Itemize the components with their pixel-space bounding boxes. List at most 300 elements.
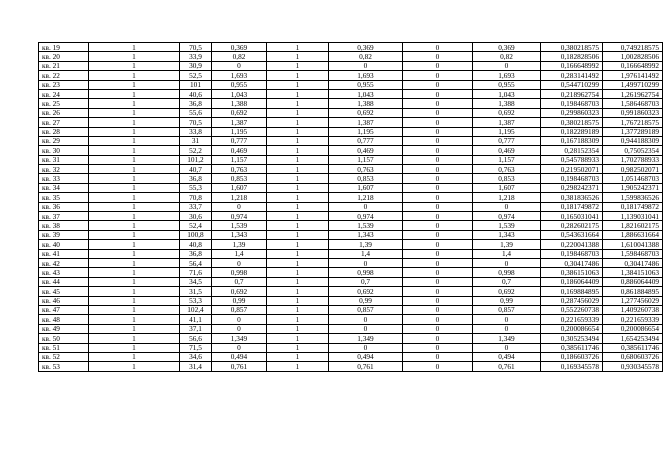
value-cell-3: 1,043 [473, 89, 541, 98]
table-row [39, 108, 663, 117]
count-cell: 1 [89, 118, 180, 127]
value-cell-3: 0 [473, 343, 541, 352]
area-cell: 41,1 [180, 315, 212, 324]
value-cell: 0,469 [212, 146, 267, 155]
factor-cell: 1 [267, 136, 329, 145]
count-cell: 1 [89, 362, 180, 371]
value-cell-3: 0,955 [473, 80, 541, 89]
value-cell-2: 0 [329, 324, 403, 333]
count-cell: 1 [89, 43, 180, 52]
value-cell-2: 0,857 [329, 305, 403, 314]
count-cell: 1 [89, 193, 180, 202]
value-cell: 0,99 [212, 296, 267, 305]
coefficient-cell: 0,30417486 [541, 258, 603, 267]
factor-cell: 1 [267, 249, 329, 258]
coefficient-cell: 0,198468703 [541, 249, 603, 258]
apartment-cell: кв. 32 [39, 165, 89, 174]
apartment-cell: кв. 25 [39, 99, 89, 108]
coefficient-cell: 0,169884895 [541, 287, 603, 296]
total-cell: 0,930345578 [603, 362, 663, 371]
value-cell-2: 0,761 [329, 362, 403, 371]
area-cell: 70,8 [180, 193, 212, 202]
coefficient-cell: 0,386151063 [541, 268, 603, 277]
value-cell-2: 1,4 [329, 249, 403, 258]
value-cell-3: 0,469 [473, 146, 541, 155]
value-cell: 1,043 [212, 89, 267, 98]
table-row [39, 221, 663, 230]
value-cell-3: 0,99 [473, 296, 541, 305]
total-cell: 0,221659339 [603, 315, 663, 324]
value-cell-2: 1,349 [329, 334, 403, 343]
zero-cell: 0 [403, 362, 473, 371]
table-body [39, 43, 663, 372]
factor-cell: 1 [267, 108, 329, 117]
apartment-cell: кв. 39 [39, 230, 89, 239]
value-cell-3: 1,388 [473, 99, 541, 108]
coefficient-cell: 0,282602175 [541, 221, 603, 230]
apartment-cell: кв. 34 [39, 183, 89, 192]
value-cell-3: 1,195 [473, 127, 541, 136]
value-cell: 0,761 [212, 362, 267, 371]
coefficient-cell: 0,299860323 [541, 108, 603, 117]
factor-cell: 1 [267, 89, 329, 98]
table-row [39, 146, 663, 155]
total-cell: 1,886631664 [603, 230, 663, 239]
apartment-cell: кв. 28 [39, 127, 89, 136]
zero-cell: 0 [403, 80, 473, 89]
total-cell: 0,181749872 [603, 202, 663, 211]
table-row [39, 362, 663, 371]
coefficient-cell: 0,380218575 [541, 43, 603, 52]
document-page [38, 42, 659, 372]
apartment-cell: кв. 45 [39, 287, 89, 296]
area-cell: 70,5 [180, 118, 212, 127]
table-row [39, 305, 663, 314]
factor-cell: 1 [267, 240, 329, 249]
table-row [39, 183, 663, 192]
value-cell: 1,387 [212, 118, 267, 127]
count-cell: 1 [89, 352, 180, 361]
table-row [39, 212, 663, 221]
value-cell-3: 0,82 [473, 52, 541, 61]
area-cell: 102,4 [180, 305, 212, 314]
value-cell: 0,955 [212, 80, 267, 89]
value-cell-2: 1,387 [329, 118, 403, 127]
table-row [39, 43, 663, 52]
zero-cell: 0 [403, 61, 473, 70]
zero-cell: 0 [403, 315, 473, 324]
table-row [39, 89, 663, 98]
coefficient-cell: 0,198468703 [541, 99, 603, 108]
area-cell: 52,2 [180, 146, 212, 155]
table-row [39, 136, 663, 145]
zero-cell: 0 [403, 108, 473, 117]
zero-cell: 0 [403, 99, 473, 108]
count-cell: 1 [89, 155, 180, 164]
zero-cell: 0 [403, 146, 473, 155]
table-row [39, 240, 663, 249]
value-cell: 0 [212, 343, 267, 352]
total-cell: 0,944188309 [603, 136, 663, 145]
apartment-cell: кв. 42 [39, 258, 89, 267]
value-cell: 0 [212, 258, 267, 267]
value-cell-2: 1,539 [329, 221, 403, 230]
value-cell-3: 0,692 [473, 287, 541, 296]
value-cell: 0 [212, 61, 267, 70]
zero-cell: 0 [403, 165, 473, 174]
area-cell: 31,5 [180, 287, 212, 296]
value-cell: 0,692 [212, 287, 267, 296]
zero-cell: 0 [403, 296, 473, 305]
coefficient-cell: 0,186064409 [541, 277, 603, 286]
zero-cell: 0 [403, 136, 473, 145]
area-cell: 36,8 [180, 99, 212, 108]
apartment-cell: кв. 24 [39, 89, 89, 98]
value-cell-3: 0,494 [473, 352, 541, 361]
coefficient-cell: 0,182828506 [541, 52, 603, 61]
value-cell-2: 0,469 [329, 146, 403, 155]
total-cell: 1,976141492 [603, 71, 663, 80]
zero-cell: 0 [403, 174, 473, 183]
value-cell-3: 1,4 [473, 249, 541, 258]
factor-cell: 1 [267, 277, 329, 286]
total-cell: 1,599836526 [603, 193, 663, 202]
factor-cell: 1 [267, 146, 329, 155]
value-cell-2: 0 [329, 61, 403, 70]
total-cell: 0,30417486 [603, 258, 663, 267]
value-cell: 1,157 [212, 155, 267, 164]
table-row [39, 249, 663, 258]
factor-cell: 1 [267, 193, 329, 202]
area-cell: 40,7 [180, 165, 212, 174]
factor-cell: 1 [267, 127, 329, 136]
count-cell: 1 [89, 183, 180, 192]
factor-cell: 1 [267, 230, 329, 239]
value-cell-2: 1,157 [329, 155, 403, 164]
coefficient-cell: 0,221659339 [541, 315, 603, 324]
area-cell: 36,8 [180, 249, 212, 258]
area-cell: 101 [180, 80, 212, 89]
value-cell: 0,853 [212, 174, 267, 183]
apartment-cell: кв. 23 [39, 80, 89, 89]
factor-cell: 1 [267, 43, 329, 52]
value-cell-3: 1,157 [473, 155, 541, 164]
total-cell: 1,905242371 [603, 183, 663, 192]
value-cell: 1,349 [212, 334, 267, 343]
table-row [39, 324, 663, 333]
area-cell: 36,8 [180, 174, 212, 183]
value-cell-2: 0,7 [329, 277, 403, 286]
area-cell: 53,3 [180, 296, 212, 305]
count-cell: 1 [89, 315, 180, 324]
zero-cell: 0 [403, 52, 473, 61]
value-cell-2: 0,692 [329, 287, 403, 296]
value-cell-3: 0,7 [473, 277, 541, 286]
total-cell: 0,991860323 [603, 108, 663, 117]
zero-cell: 0 [403, 324, 473, 333]
value-cell: 1,693 [212, 71, 267, 80]
table-row [39, 61, 663, 70]
apartment-cell: кв. 37 [39, 212, 89, 221]
count-cell: 1 [89, 202, 180, 211]
value-cell-2: 0,998 [329, 268, 403, 277]
area-cell: 55,3 [180, 183, 212, 192]
zero-cell: 0 [403, 334, 473, 343]
apartment-cell: кв. 52 [39, 352, 89, 361]
table-row [39, 230, 663, 239]
coefficient-cell: 0,545788933 [541, 155, 603, 164]
total-cell: 0,982502071 [603, 165, 663, 174]
count-cell: 1 [89, 268, 180, 277]
apartment-cell: кв. 46 [39, 296, 89, 305]
apartment-cell: кв. 40 [39, 240, 89, 249]
zero-cell: 0 [403, 183, 473, 192]
coefficient-cell: 0,219502071 [541, 165, 603, 174]
count-cell: 1 [89, 221, 180, 230]
value-cell: 1,343 [212, 230, 267, 239]
area-cell: 52,5 [180, 71, 212, 80]
value-cell: 0,82 [212, 52, 267, 61]
value-cell-2: 0,692 [329, 108, 403, 117]
apartment-cell: кв. 33 [39, 174, 89, 183]
total-cell: 0,749218575 [603, 43, 663, 52]
total-cell: 0,200086654 [603, 324, 663, 333]
factor-cell: 1 [267, 155, 329, 164]
factor-cell: 1 [267, 352, 329, 361]
count-cell: 1 [89, 136, 180, 145]
factor-cell: 1 [267, 202, 329, 211]
zero-cell: 0 [403, 118, 473, 127]
apartment-cell: кв. 44 [39, 277, 89, 286]
value-cell-3: 0 [473, 202, 541, 211]
coefficient-cell: 0,218962754 [541, 89, 603, 98]
area-cell: 52,4 [180, 221, 212, 230]
coefficient-cell: 0,182289189 [541, 127, 603, 136]
area-cell: 40,6 [180, 89, 212, 98]
area-cell: 56,4 [180, 258, 212, 267]
table-row [39, 296, 663, 305]
area-cell: 40,8 [180, 240, 212, 249]
value-cell: 1,39 [212, 240, 267, 249]
value-cell-3: 1,218 [473, 193, 541, 202]
factor-cell: 1 [267, 212, 329, 221]
value-cell-3: 1,539 [473, 221, 541, 230]
coefficient-cell: 0,186603726 [541, 352, 603, 361]
value-cell: 0,998 [212, 268, 267, 277]
zero-cell: 0 [403, 212, 473, 221]
value-cell-3: 0,974 [473, 212, 541, 221]
value-cell-3: 1,343 [473, 230, 541, 239]
table-row [39, 118, 663, 127]
zero-cell: 0 [403, 343, 473, 352]
value-cell-2: 0,494 [329, 352, 403, 361]
value-cell-2: 1,343 [329, 230, 403, 239]
table-row [39, 155, 663, 164]
zero-cell: 0 [403, 287, 473, 296]
value-cell-2: 0 [329, 315, 403, 324]
value-cell: 1,195 [212, 127, 267, 136]
table-row [39, 202, 663, 211]
factor-cell: 1 [267, 118, 329, 127]
value-cell-2: 1,39 [329, 240, 403, 249]
coefficient-cell: 0,544710299 [541, 80, 603, 89]
value-cell-3: 0,857 [473, 305, 541, 314]
area-cell: 56,6 [180, 334, 212, 343]
zero-cell: 0 [403, 230, 473, 239]
zero-cell: 0 [403, 193, 473, 202]
table-row [39, 174, 663, 183]
count-cell: 1 [89, 277, 180, 286]
table-row [39, 193, 663, 202]
count-cell: 1 [89, 165, 180, 174]
factor-cell: 1 [267, 61, 329, 70]
factor-cell: 1 [267, 268, 329, 277]
count-cell: 1 [89, 334, 180, 343]
value-cell-2: 0,763 [329, 165, 403, 174]
total-cell: 1,654253494 [603, 334, 663, 343]
value-cell: 0,763 [212, 165, 267, 174]
value-cell-3: 0,853 [473, 174, 541, 183]
area-cell: 33,9 [180, 52, 212, 61]
zero-cell: 0 [403, 43, 473, 52]
value-cell: 0,857 [212, 305, 267, 314]
area-cell: 37,1 [180, 324, 212, 333]
total-cell: 1,277456029 [603, 296, 663, 305]
apartment-cell: кв. 22 [39, 71, 89, 80]
value-cell-2: 1,043 [329, 89, 403, 98]
table-row [39, 99, 663, 108]
total-cell: 0,385611746 [603, 343, 663, 352]
table-row [39, 258, 663, 267]
zero-cell: 0 [403, 89, 473, 98]
total-cell: 1,384151063 [603, 268, 663, 277]
table-row [39, 343, 663, 352]
table-row [39, 127, 663, 136]
value-cell-3: 1,349 [473, 334, 541, 343]
total-cell: 1,261962754 [603, 89, 663, 98]
table-row [39, 315, 663, 324]
count-cell: 1 [89, 305, 180, 314]
count-cell: 1 [89, 80, 180, 89]
value-cell-2: 0 [329, 343, 403, 352]
value-cell: 1,607 [212, 183, 267, 192]
coefficient-cell: 0,543631664 [541, 230, 603, 239]
total-cell: 1,702788933 [603, 155, 663, 164]
value-cell: 0 [212, 202, 267, 211]
count-cell: 1 [89, 127, 180, 136]
value-cell-2: 1,693 [329, 71, 403, 80]
apartment-cell: кв. 43 [39, 268, 89, 277]
total-cell: 1,051468703 [603, 174, 663, 183]
value-cell-3: 0 [473, 61, 541, 70]
table-row [39, 268, 663, 277]
table-row [39, 277, 663, 286]
value-cell: 0,777 [212, 136, 267, 145]
value-cell-2: 0,974 [329, 212, 403, 221]
factor-cell: 1 [267, 174, 329, 183]
value-cell-2: 0,853 [329, 174, 403, 183]
value-cell-3: 0,777 [473, 136, 541, 145]
count-cell: 1 [89, 174, 180, 183]
count-cell: 1 [89, 258, 180, 267]
coefficient-cell: 0,165031041 [541, 212, 603, 221]
value-cell-2: 0,99 [329, 296, 403, 305]
zero-cell: 0 [403, 240, 473, 249]
apartment-cell: кв. 41 [39, 249, 89, 258]
count-cell: 1 [89, 240, 180, 249]
apartment-cell: кв. 29 [39, 136, 89, 145]
factor-cell: 1 [267, 324, 329, 333]
coefficient-cell: 0,305253494 [541, 334, 603, 343]
count-cell: 1 [89, 324, 180, 333]
apartment-cell: кв. 51 [39, 343, 89, 352]
total-cell: 1,139031041 [603, 212, 663, 221]
total-cell: 0,886064409 [603, 277, 663, 286]
coefficient-cell: 0,283141492 [541, 71, 603, 80]
count-cell: 1 [89, 71, 180, 80]
table-row [39, 334, 663, 343]
area-cell: 71,6 [180, 268, 212, 277]
table-row [39, 71, 663, 80]
value-cell: 0 [212, 324, 267, 333]
count-cell: 1 [89, 212, 180, 221]
apartment-cell: кв. 30 [39, 146, 89, 155]
apartment-cell: кв. 50 [39, 334, 89, 343]
count-cell: 1 [89, 296, 180, 305]
apartment-cell: кв. 31 [39, 155, 89, 164]
apartment-cell: кв. 26 [39, 108, 89, 117]
factor-cell: 1 [267, 362, 329, 371]
coefficient-cell: 0,380218575 [541, 118, 603, 127]
count-cell: 1 [89, 99, 180, 108]
apartment-cell: кв. 53 [39, 362, 89, 371]
value-cell: 0,974 [212, 212, 267, 221]
value-cell: 0,692 [212, 108, 267, 117]
value-cell: 1,4 [212, 249, 267, 258]
coefficient-cell: 0,298242371 [541, 183, 603, 192]
area-cell: 33,7 [180, 202, 212, 211]
table-row [39, 165, 663, 174]
zero-cell: 0 [403, 221, 473, 230]
factor-cell: 1 [267, 221, 329, 230]
value-cell-2: 0,955 [329, 80, 403, 89]
coefficient-cell: 0,200086654 [541, 324, 603, 333]
factor-cell: 1 [267, 296, 329, 305]
area-cell: 55,6 [180, 108, 212, 117]
value-cell-2: 0,369 [329, 43, 403, 52]
value-cell: 1,388 [212, 99, 267, 108]
count-cell: 1 [89, 89, 180, 98]
value-cell-2: 0 [329, 202, 403, 211]
count-cell: 1 [89, 249, 180, 258]
zero-cell: 0 [403, 305, 473, 314]
value-cell-2: 1,218 [329, 193, 403, 202]
count-cell: 1 [89, 343, 180, 352]
value-cell-3: 1,693 [473, 71, 541, 80]
total-cell: 1,821602175 [603, 221, 663, 230]
coefficient-cell: 0,181749872 [541, 202, 603, 211]
area-cell: 30,6 [180, 212, 212, 221]
total-cell: 1,499710299 [603, 80, 663, 89]
factor-cell: 1 [267, 99, 329, 108]
coefficient-cell: 0,167188309 [541, 136, 603, 145]
count-cell: 1 [89, 287, 180, 296]
area-cell: 34,6 [180, 352, 212, 361]
apartment-cell: кв. 38 [39, 221, 89, 230]
zero-cell: 0 [403, 71, 473, 80]
value-cell-3: 0 [473, 315, 541, 324]
area-cell: 101,2 [180, 155, 212, 164]
